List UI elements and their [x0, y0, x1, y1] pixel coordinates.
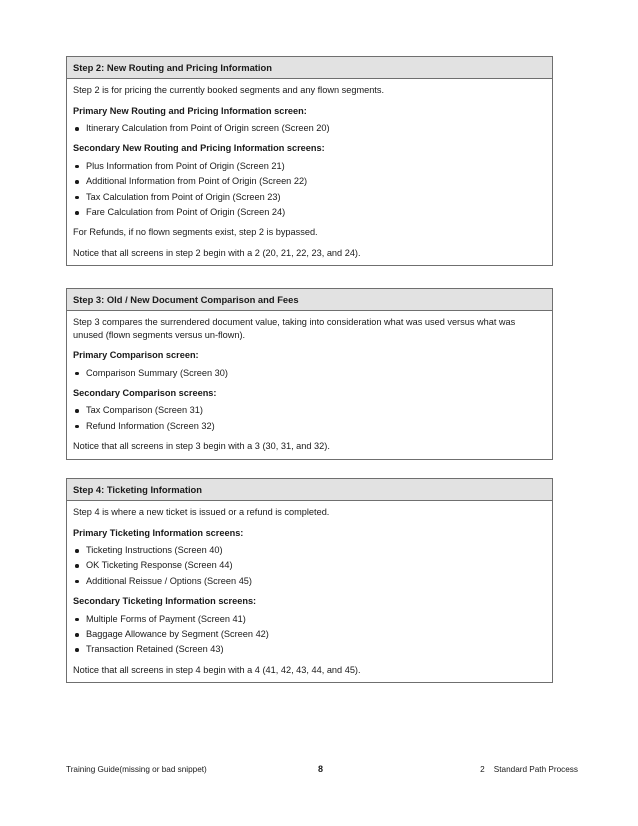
footer-chapter: 2 Standard Path Process [480, 765, 578, 774]
list-item: Tax Comparison (Screen 31) [73, 404, 546, 419]
list-item: Tax Calculation from Point of Origin (Screen 23) [73, 191, 546, 206]
step2-secondary-list [73, 160, 546, 222]
step2-intro: Step 2 is for pricing the currently booked segments and any flown segments. [73, 85, 385, 95]
step2-header: Step 2: New Routing and Pricing Information [67, 57, 552, 79]
step4-body [67, 501, 552, 682]
list-item: Baggage Allowance by Segment (Screen 42) [73, 628, 546, 643]
list-item: Multiple Forms of Payment (Screen 41) [73, 613, 546, 628]
list-item: Additional Reissue / Options (Screen 45) [73, 575, 546, 590]
step4-box [66, 478, 553, 683]
list-item: Itinerary Calculation from Point of Origin screen (Screen 20) [73, 122, 546, 137]
step2-body [67, 79, 552, 265]
step2-refund-note: For Refunds, if no flown segments exist, step 2 is bypassed. [73, 227, 318, 238]
step2-secondary-heading: Secondary New Routing and Pricing Information screens: [73, 143, 325, 154]
step3-primary-heading: Primary Comparison screen: [73, 350, 199, 360]
list-item: Transaction Retained (Screen 43) [73, 643, 546, 658]
step4-primary-list [73, 544, 546, 590]
list-item: Comparison Summary (Screen 30) [73, 367, 546, 382]
list-item: Refund Information (Screen 32) [73, 420, 546, 435]
step3-intro: Step 3 compares the surrendered document value, taking into consideration what was used versus what was unused (flown segments versus un-flown). [73, 317, 516, 340]
step3-secondary-heading: Secondary Comparison screens: [73, 387, 217, 398]
step4-notice: Notice that all screens in step 4 begin with a 4 (41, 42, 43, 44, and 45). [73, 664, 361, 675]
list-item: Ticketing Instructions (Screen 40) [73, 544, 546, 559]
step3-body [67, 311, 552, 459]
list-item: Additional Information from Point of Origin (Screen 22) [73, 175, 546, 190]
step2-box [66, 56, 553, 266]
step4-intro: Step 4 is where a new ticket is issued or a refund is completed. [73, 507, 330, 517]
step4-secondary-heading: Secondary Ticketing Information screens: [73, 596, 257, 607]
step2-primary-list [73, 122, 546, 137]
step3-notice: Notice that all screens in step 3 begin with a 3 (30, 31, and 32). [73, 441, 330, 452]
step4-header: Step 4: Ticketing Information [67, 479, 552, 501]
step2-notice: Notice that all screens in step 2 begin with a 2 (20, 21, 22, 23, and 24). [73, 247, 361, 258]
footer-guide-title: Training Guide(missing or bad snippet) [66, 765, 207, 774]
step3-secondary-list [73, 404, 546, 435]
step4-secondary-list [73, 613, 546, 659]
list-item: OK Ticketing Response (Screen 44) [73, 559, 546, 574]
step2-primary-heading: Primary New Routing and Pricing Information screen: [73, 105, 307, 116]
footer-page-number: 8 [318, 764, 324, 774]
step3-primary-list [73, 367, 546, 382]
step4-primary-heading: Primary Ticketing Information screens: [73, 527, 244, 538]
list-item: Fare Calculation from Point of Origin (Screen 24) [73, 206, 546, 221]
step3-box [66, 288, 553, 460]
step3-header: Step 3: Old / New Document Comparison and Fees [67, 289, 552, 311]
list-item: Plus Information from Point of Origin (Screen 21) [73, 160, 546, 175]
